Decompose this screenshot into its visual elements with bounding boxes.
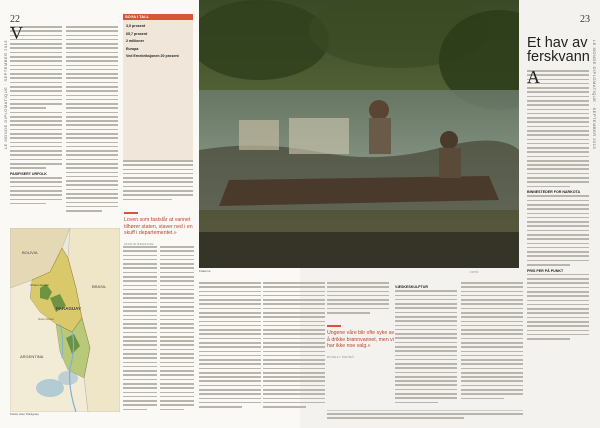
- map-label: BRASIL: [92, 284, 107, 289]
- body-column-1: [10, 23, 62, 224]
- page-number: 23: [580, 14, 590, 25]
- factbox-figure: Europa: [126, 46, 139, 51]
- map-label: BOLIVIA: [22, 250, 38, 255]
- body-column-4: [123, 246, 157, 422]
- page-number: 22: [10, 14, 20, 25]
- footnotes: [327, 410, 523, 422]
- body-column-3: [123, 160, 193, 208]
- section-heading: BINNESTEDER FOR NARKOTA: [527, 190, 581, 195]
- article-headline: Et hav av ferskvann: [527, 34, 590, 66]
- fisherman-figure: [369, 118, 391, 154]
- pull-quote-credit: ROSELY PIRINÔ: [327, 354, 354, 359]
- body-column-r2: [327, 282, 389, 320]
- body-column-2: [66, 26, 118, 224]
- fishing-net: [239, 120, 279, 150]
- map-caption: Kartet viser Paraguay: [10, 412, 39, 416]
- pull-quote: Ungene våre blir ofte syke av å drikke brønnvannet, men vi har ikke noe valg.» ROSELY PIRINÔ: [327, 325, 397, 360]
- column-text-placeholder: [10, 23, 62, 169]
- map-label: PARAGUAY: [56, 306, 82, 311]
- factbox-title: SOYA I TALL: [125, 14, 150, 19]
- photo-caption: Fiskerne: [199, 269, 211, 273]
- photo-credit: FOTO: [470, 270, 479, 274]
- factbox-figure: 65,7 prosent: [126, 31, 148, 36]
- fisherman-figure: [439, 148, 461, 178]
- paraguay-map: [10, 228, 120, 412]
- pull-quote-credit: INGRID BENESSE: [124, 241, 154, 246]
- fisherman-figure: [369, 100, 389, 120]
- body-column-r4: [263, 282, 325, 416]
- fishing-net: [289, 118, 349, 154]
- body-column-r3: [199, 282, 261, 416]
- factbox-figure: Ved Ernebriksjonen 20 prosent: [126, 54, 179, 59]
- body-column-5: [160, 246, 194, 422]
- body-column-r1: [527, 67, 589, 412]
- dropcap: A: [527, 67, 540, 87]
- body-column-r5: [395, 282, 457, 416]
- fisherman-photo: [199, 0, 519, 268]
- map-label: Gran Chaco: [38, 317, 55, 321]
- aquifer-zone: [58, 371, 78, 385]
- section-heading: PASIFISERT URFOLK: [10, 171, 47, 176]
- pull-quote: Loven som fastslår at vannet tilhører staten, staver ned i en skuff i departementet.» INGRID BENESSE: [124, 212, 194, 247]
- factbox-figure: 3,9 prosent: [126, 24, 146, 28]
- dropcap: V: [10, 23, 23, 43]
- factbox-figure: 2 millioner: [126, 39, 144, 44]
- running-head: LE MONDE DIPLOMATIQUE · SEPTEMBER 2019: [592, 40, 597, 150]
- fisherman-figure: [440, 131, 458, 149]
- section-heading: VÆSKESKULPTUR: [395, 285, 428, 289]
- map-label: ARGENTINA: [20, 354, 44, 359]
- running-head: LE MONDE DIPLOMATIQUE · SEPTEMBER 2019: [3, 40, 8, 150]
- body-column-r6: [461, 282, 523, 416]
- factbox: [123, 14, 193, 160]
- column-text-placeholder: [66, 26, 118, 212]
- map-label: Chaco-skoven: [30, 283, 50, 287]
- section-heading: PRIS PER PÅ PUNKT: [527, 268, 564, 273]
